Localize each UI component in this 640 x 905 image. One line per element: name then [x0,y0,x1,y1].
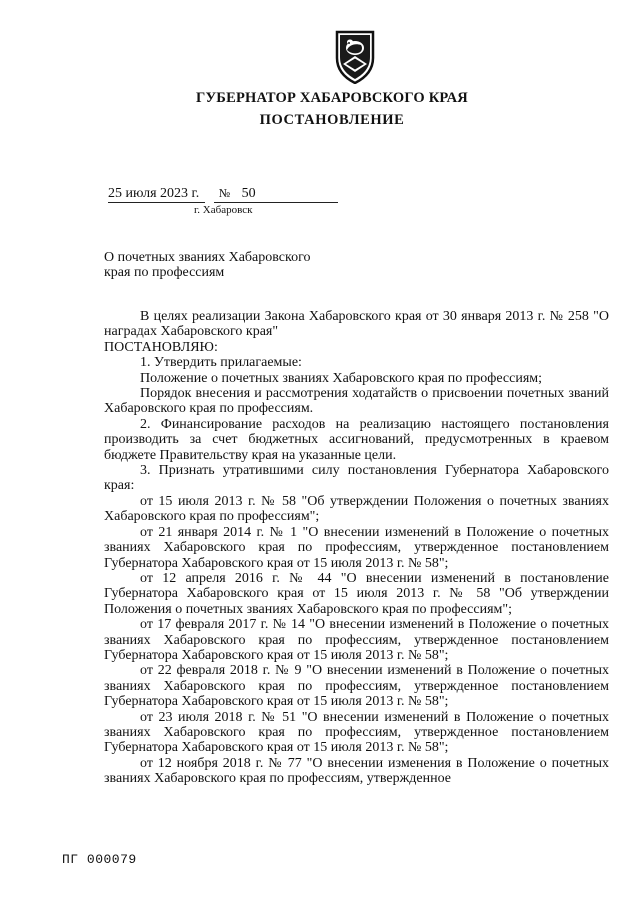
body-paragraph: 3. Признать утратившими силу постановления Губернатора Хабаровского края: [104,463,609,494]
number-underline [214,202,338,203]
body-paragraph: от 15 июля 2013 г. № 58 "Об утверждении Положения о почетных званиях Хабаровского края по профессиям"; [104,493,609,525]
date-underline [108,202,205,203]
body-paragraph: 2. Финансирование расходов на реализацию настоящего постановления производить за счет бюджетных ассигнований, предусмотренных в краевом бюджете Правительству края на указанные цели. [104,416,609,463]
document-date: 25 июля 2023 г. [108,186,200,201]
body-paragraph: 1. Утвердить прилагаемые: [140,355,302,371]
body-paragraph: от 22 февраля 2018 г. № 9 "О внесении изменений в Положение о почетных званиях Хабаровского края по профессиям, утвержденное постановлением Губернатора Хабаровского края от 15 июля 2013 г. № 58"; [104,663,609,710]
body-paragraph: Положение о почетных званиях Хабаровского края по профессиям; [140,370,543,386]
body-paragraph: от 17 февраля 2017 г. № 14 "О внесении изменений в Положение о почетных званиях Хабаровского края по профессиям, утвержденное постановлением Губернатора Хабаровского края от 15 июля 2013 г. № 58"; [104,617,609,663]
document-city: г. Хабаровск [194,204,253,216]
resolution-word: ПОСТАНОВЛЯЮ: [104,339,218,355]
number-sign: № [218,186,231,200]
body-paragraph: В целях реализации Закона Хабаровского края от 30 января 2013 г. № 258 "О наградах Хабаровского края" [104,309,609,340]
document-authority: ГУБЕРНАТОР ХАБАРОВСКОГО КРАЯ [196,90,468,106]
document-number: 50 [241,186,256,201]
document-type: ПОСТАНОВЛЕНИЕ [259,112,405,128]
coat-of-arms-icon [333,28,377,84]
document-requisites [108,186,256,202]
document-title-line: края по профессиям [104,265,225,280]
body-paragraph: от 21 января 2014 г. № 1 "О внесении изменений в Положение о почетных званиях Хабаровского края по профессиям, утвержденное постановлением Губернатора Хабаровского края от 15 июля 2013 г. № 58"; [104,524,609,571]
form-code: ПГ 000079 [62,852,137,867]
body-paragraph: от 12 апреля 2016 г. № 44 "О внесении изменений в постановление Губернатора Хабаровского края от 15 июля 2013 г. № 58 "Об утверждении Положения о почетных званиях Хабаровского края по профессиям"; [104,570,609,617]
body-paragraph: от 12 ноября 2018 г. № 77 "О внесении изменения в Положение о почетных званиях Хабаровского края по профессиям, утвержденное [104,755,609,787]
document-title-line: О почетных званиях Хабаровского [104,250,311,265]
document-title [104,250,311,280]
body-paragraph: от 23 июля 2018 г. № 51 "О внесении изменений в Положение о почетных званиях Хабаровского края по профессиям, утвержденное постановлением Губернатора Хабаровского края от 15 июля 2013 г. № 58"; [104,709,609,756]
document-body [104,309,609,787]
body-paragraph: Порядок внесения и рассмотрения ходатайств о присвоении почетных званий Хабаровского края по профессиям. [104,386,609,417]
